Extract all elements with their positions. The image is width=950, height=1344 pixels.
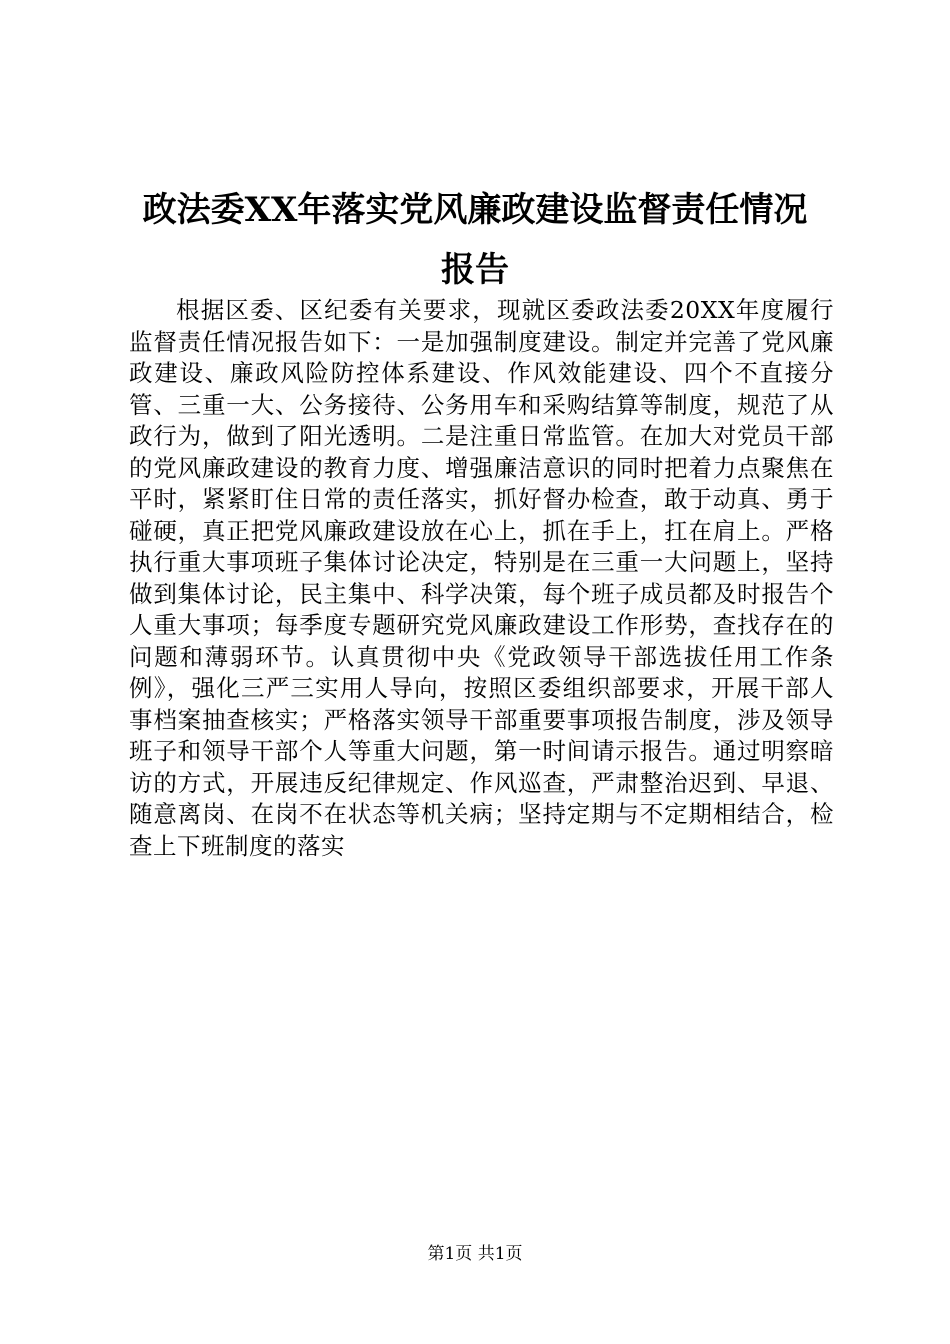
body-paragraph: 根据区委、区纪委有关要求，现就区委政法委20XX年度履行监督责任情况报告如下：一是加强制度建设。制定并完善了党风廉政建设、廉政风险防控体系建设、作风效能建设、四个不直接分管、三重一大、公务接待、公务用车和采购结算等制度，规范了从政行为，做到了阳光透明。二是注重日常监管。在加大对党员干部的党风廉政建设的教育力度、增强廉洁意识的同时把着力点聚焦在平时，紧紧盯住日常的责任落实，抓好督办检查，敢于动真、勇于碰硬，真正把党风廉政建设放在心上，抓在手上，扛在肩上。严格执行重大事项班子集体讨论决定，特别是在三重一大问题上，坚持做到集体讨论，民主集中、科学决策，每个班子成员都及时报告个人重大事项；每季度专题研究党风廉政建设工作形势，查找存在的问题和薄弱环节。认真贯彻中央《党政领导干部选拔任用工作条例》，强化三严三实用人导向，按照区委组织部要求，开展干部人事档案抽查核实；严格落实领导干部重要事项报告制度，涉及领导班子和领导干部个人等重大问题，第一时间请示报告。通过明察暗访的方式，开展违反纪律规定、作风巡查，严肃整治迟到、早退、随意离岗、在岗不在状态等机关病；坚持定期与不定期相结合，检查上下班制度的落实 <box>129 296 834 860</box>
document-title-continued: 报告 <box>441 250 509 290</box>
page-footer: 第1页 共1页 <box>427 1244 523 1264</box>
document-title: 政法委XX年落实党风廉政建设监督责任情况 <box>142 190 808 230</box>
